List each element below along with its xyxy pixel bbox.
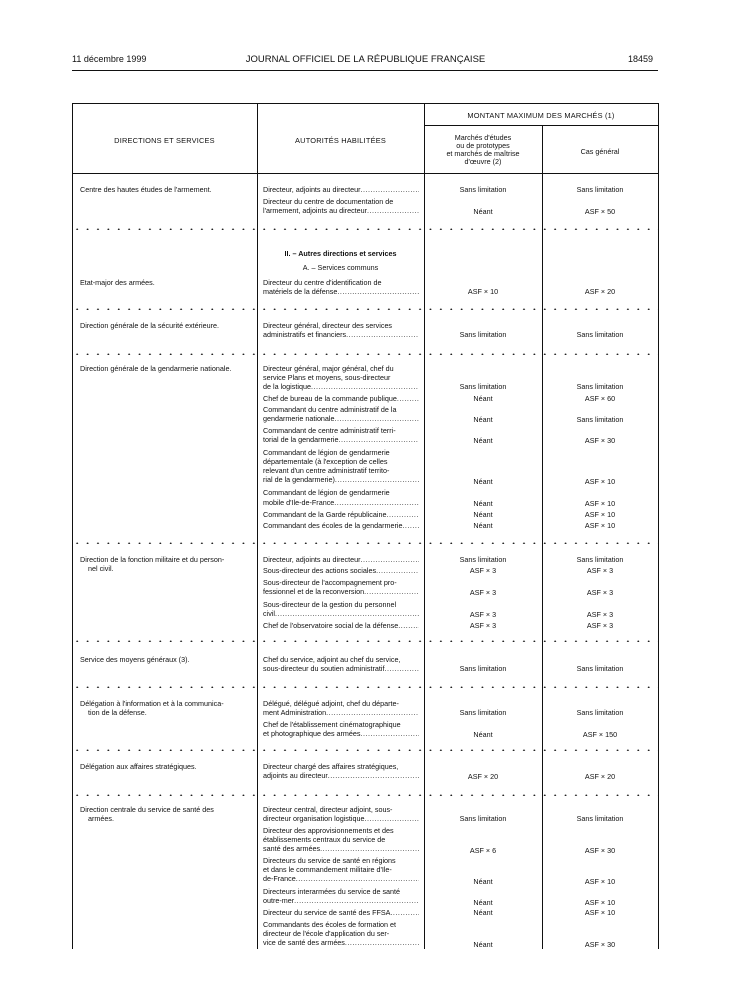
leader-dots (294, 896, 419, 905)
authority-label: gendarmerie nationale ..... (263, 414, 419, 423)
col-etudes-header (424, 134, 542, 166)
direction-label: Délégation aux affaires stratégiques. (80, 762, 197, 771)
direction-label: nel civil. (88, 564, 114, 573)
authority-label: Chef de l'établissement cinématographique (263, 720, 401, 729)
direction-label: Centre des hautes études de l'armement. (80, 185, 212, 194)
etudes-value: Néant (473, 940, 493, 949)
row-separator (72, 542, 658, 544)
authority-label: Directeur du centre d'identification de (263, 278, 382, 287)
authority-label: et photographique des armées ..... (263, 729, 419, 738)
authority-label: Directeur général, directeur des services (263, 321, 393, 330)
general-value: ASF × 50 (584, 207, 616, 216)
general-value: Sans limitation (576, 415, 624, 424)
leader-dots (337, 287, 419, 296)
col-etudes-line: Marchés d'études (454, 133, 512, 142)
authority-label: Directeur, adjoints au directeur ..... (263, 555, 419, 564)
etudes-value: Néant (473, 730, 493, 739)
authority-label: Commandant de la Garde républicaine ..... (263, 510, 419, 519)
row-separator (72, 353, 658, 355)
leader-dots (320, 844, 419, 853)
general-value: Sans limitation (576, 664, 624, 673)
leader-dots (364, 587, 419, 596)
authority-label: Directeur du centre de documentation de (263, 197, 394, 206)
general-value: ASF × 10 (584, 521, 616, 530)
leader-dots (398, 621, 419, 630)
leader-dots (402, 521, 419, 530)
direction-label: Etat-major des armées. (80, 278, 155, 287)
row-separator (72, 749, 658, 751)
authority-label: de la logistique ..... (263, 382, 419, 391)
authority-label: Directeur des approvisionnements et des (263, 826, 394, 835)
general-value: ASF × 3 (586, 566, 614, 575)
authority-label: Directeurs du service de santé en régions (263, 856, 396, 865)
col-etudes-line: d'œuvre (2) (464, 157, 502, 166)
general-value: ASF × 10 (584, 510, 616, 519)
leader-dots (326, 708, 419, 717)
etudes-value: Sans limitation (459, 664, 507, 673)
general-value: ASF × 10 (584, 898, 616, 907)
general-value: ASF × 30 (584, 436, 616, 445)
authority-label: relevant d'un centre administratif territo- (263, 466, 390, 475)
authority-label: outre-mer ..... (263, 896, 419, 905)
etudes-value: Néant (473, 415, 493, 424)
etudes-value: Sans limitation (459, 185, 507, 194)
etudes-value: Néant (473, 877, 493, 886)
general-value: ASF × 20 (584, 772, 616, 781)
general-value: Sans limitation (576, 330, 624, 339)
general-value: Sans limitation (576, 708, 624, 717)
row-separator (72, 794, 658, 796)
leader-dots (335, 414, 419, 423)
etudes-value: Sans limitation (459, 708, 507, 717)
journal-title: JOURNAL OFFICIEL DE LA RÉPUBLIQUE FRANÇAISE (245, 54, 486, 65)
leader-dots (367, 206, 419, 215)
table-top-border (72, 103, 658, 104)
authority-label: Directeur central, directeur adjoint, sous- (263, 805, 393, 814)
authority-label: vice de santé des armées ..... (263, 938, 419, 947)
authority-label: sous-directeur du soutien administratif ..... (263, 664, 419, 673)
authority-label: adjoints au directeur ..... (263, 771, 419, 780)
authority-label: de-France ..... (263, 874, 419, 883)
general-value: ASF × 150 (582, 730, 618, 739)
authority-label: Chef de bureau de la commande publique ..... (263, 394, 419, 403)
direction-label: Direction de la fonction militaire et du person- (80, 555, 225, 564)
col-directions-header: DIRECTIONS ET SERVICES (114, 136, 215, 145)
leader-dots (335, 475, 419, 484)
authority-label: Directeurs interarmées du service de santé (263, 887, 401, 896)
page-number: 18459 (627, 54, 653, 64)
direction-label: Délégation à l'information et à la communica- (80, 699, 224, 708)
etudes-value: Sans limitation (459, 555, 507, 564)
general-value: ASF × 10 (584, 877, 616, 886)
authority-label: Délégué, délégué adjoint, chef du départe- (263, 699, 399, 708)
etudes-value: Sans limitation (459, 330, 507, 339)
general-value: Sans limitation (576, 382, 624, 391)
general-value: Sans limitation (576, 555, 624, 564)
montant-underline (424, 125, 658, 126)
leader-dots (397, 394, 419, 403)
direction-label: armées. (88, 814, 114, 823)
col-etudes-line: et marchés de maîtrise (446, 149, 520, 158)
etudes-value: ASF × 10 (467, 287, 499, 296)
etudes-value: Néant (473, 477, 493, 486)
general-value: ASF × 3 (586, 610, 614, 619)
direction-label: tion de la défense. (88, 708, 147, 717)
authority-label: torial de la gendarmerie ..... (263, 435, 419, 444)
authority-label: Commandant de légion de gendarmerie (263, 448, 390, 457)
direction-label: Service des moyens généraux (3). (80, 655, 190, 664)
leader-dots (296, 874, 419, 883)
etudes-value: Néant (473, 908, 493, 917)
row-separator (72, 686, 658, 688)
authority-label: l'armement, adjoints au directeur ..... (263, 206, 419, 215)
leader-dots (345, 938, 419, 947)
col-autorites-header: AUTORITÉS HABILITÉES (295, 136, 386, 145)
column-divider-3 (542, 125, 543, 949)
authority-table (72, 103, 658, 949)
authority-label: et dans le commandement militaire d'Ile- (263, 865, 392, 874)
direction-label: Direction générale de la sécurité extérieure. (80, 321, 220, 330)
authority-label: Directeur chargé des affaires stratégiques, (263, 762, 399, 771)
authority-label: Sous-directeur de la gestion du personnel (263, 600, 397, 609)
authority-label: directeur organisation logistique ..... (263, 814, 419, 823)
leader-dots (384, 664, 419, 673)
authority-label: Commandant de centre administratif terri- (263, 426, 396, 435)
etudes-value: ASF × 6 (469, 846, 497, 855)
authority-label: Sous-directeur de l'accompagnement pro- (263, 578, 397, 587)
authority-label: administratifs et financiers ..... (263, 330, 419, 339)
etudes-value: ASF × 20 (467, 772, 499, 781)
authority-label: service Plans et moyens, sous-directeur (263, 373, 391, 382)
header-date: 11 décembre 1999 (72, 54, 147, 64)
authority-label: santé des armées ..... (263, 844, 419, 853)
general-value: ASF × 3 (586, 588, 614, 597)
header-bottom-rule (72, 173, 658, 174)
leader-dots (328, 771, 419, 780)
etudes-value: Sans limitation (459, 814, 507, 823)
authority-label: rial de la gendarmerie) ..... (263, 475, 419, 484)
leader-dots (390, 908, 419, 917)
general-value: Sans limitation (576, 185, 624, 194)
header-rule (72, 70, 658, 71)
general-value: ASF × 10 (584, 908, 616, 917)
authority-label: Commandant de légion de gendarmerie (263, 488, 390, 497)
direction-label: Direction générale de la gendarmerie nationale. (80, 364, 232, 373)
etudes-value: Néant (473, 436, 493, 445)
leader-dots (275, 609, 419, 618)
authority-label: fessionnel et de la reconversion ..... (263, 587, 419, 596)
col-montant-header: MONTANT MAXIMUM DES MARCHÉS (1) (467, 111, 615, 120)
general-value: ASF × 20 (584, 287, 616, 296)
row-separator (72, 228, 658, 230)
etudes-value: Néant (473, 394, 493, 403)
etudes-value: Néant (473, 499, 493, 508)
authority-label: Chef de l'observatoire social de la défense ..... (263, 621, 419, 630)
row-separator (72, 308, 658, 310)
leader-dots (346, 330, 419, 339)
authority-label: Directeur du service de santé des FFSA ..... (263, 908, 419, 917)
authority-label: mobile d'Ile-de-France ..... (263, 498, 419, 507)
etudes-value: ASF × 3 (469, 566, 497, 575)
general-value: ASF × 30 (584, 846, 616, 855)
general-value: ASF × 60 (584, 394, 616, 403)
etudes-value: Sans limitation (459, 382, 507, 391)
authority-label: Chef du service, adjoint au chef du service, (263, 655, 401, 664)
section-subtitle: A. – Services communs (302, 263, 379, 272)
leader-dots (334, 498, 419, 507)
col-etudes-line: ou de prototypes (456, 141, 510, 150)
etudes-value: ASF × 3 (469, 610, 497, 619)
authority-label: départementale (à l'exception de celles (263, 457, 388, 466)
leader-dots (376, 566, 419, 575)
col-cas-general-header: Cas général (580, 147, 620, 156)
general-value: ASF × 30 (584, 940, 616, 949)
leader-dots (339, 435, 419, 444)
leader-dots (386, 510, 419, 519)
general-value: ASF × 3 (586, 621, 614, 630)
leader-dots (311, 382, 419, 391)
etudes-value: Néant (473, 521, 493, 530)
authority-label: directeur de l'école d'application du ser- (263, 929, 390, 938)
general-value: ASF × 10 (584, 499, 616, 508)
direction-label: Direction centrale du service de santé des (80, 805, 214, 814)
authority-label: ment Administration ..... (263, 708, 419, 717)
authority-label: civil ..... (263, 609, 419, 618)
leader-dots (360, 185, 419, 194)
authority-label: Sous-directeur des actions sociales ..... (263, 566, 419, 575)
etudes-value: Néant (473, 207, 493, 216)
authority-label: établissements centraux du service de (263, 835, 386, 844)
etudes-value: ASF × 3 (469, 588, 497, 597)
section-title: II. – Autres directions et services (284, 249, 397, 258)
leader-dots (360, 555, 419, 564)
authority-label: Directeur général, major général, chef du (263, 364, 394, 373)
table-right-border (658, 103, 659, 949)
authority-label: Commandant des écoles de la gendarmerie ..... (263, 521, 419, 530)
authority-label: matériels de la défense ..... (263, 287, 419, 296)
leader-dots (365, 814, 420, 823)
general-value: Sans limitation (576, 814, 624, 823)
etudes-value: Néant (473, 898, 493, 907)
authority-label: Commandant du centre administratif de la (263, 405, 397, 414)
etudes-value: ASF × 3 (469, 621, 497, 630)
leader-dots (361, 729, 420, 738)
row-separator (72, 640, 658, 642)
authority-label: Directeur, adjoints au directeur ..... (263, 185, 419, 194)
etudes-value: Néant (473, 510, 493, 519)
authority-label: Commandants des écoles de formation et (263, 920, 397, 929)
general-value: ASF × 10 (584, 477, 616, 486)
